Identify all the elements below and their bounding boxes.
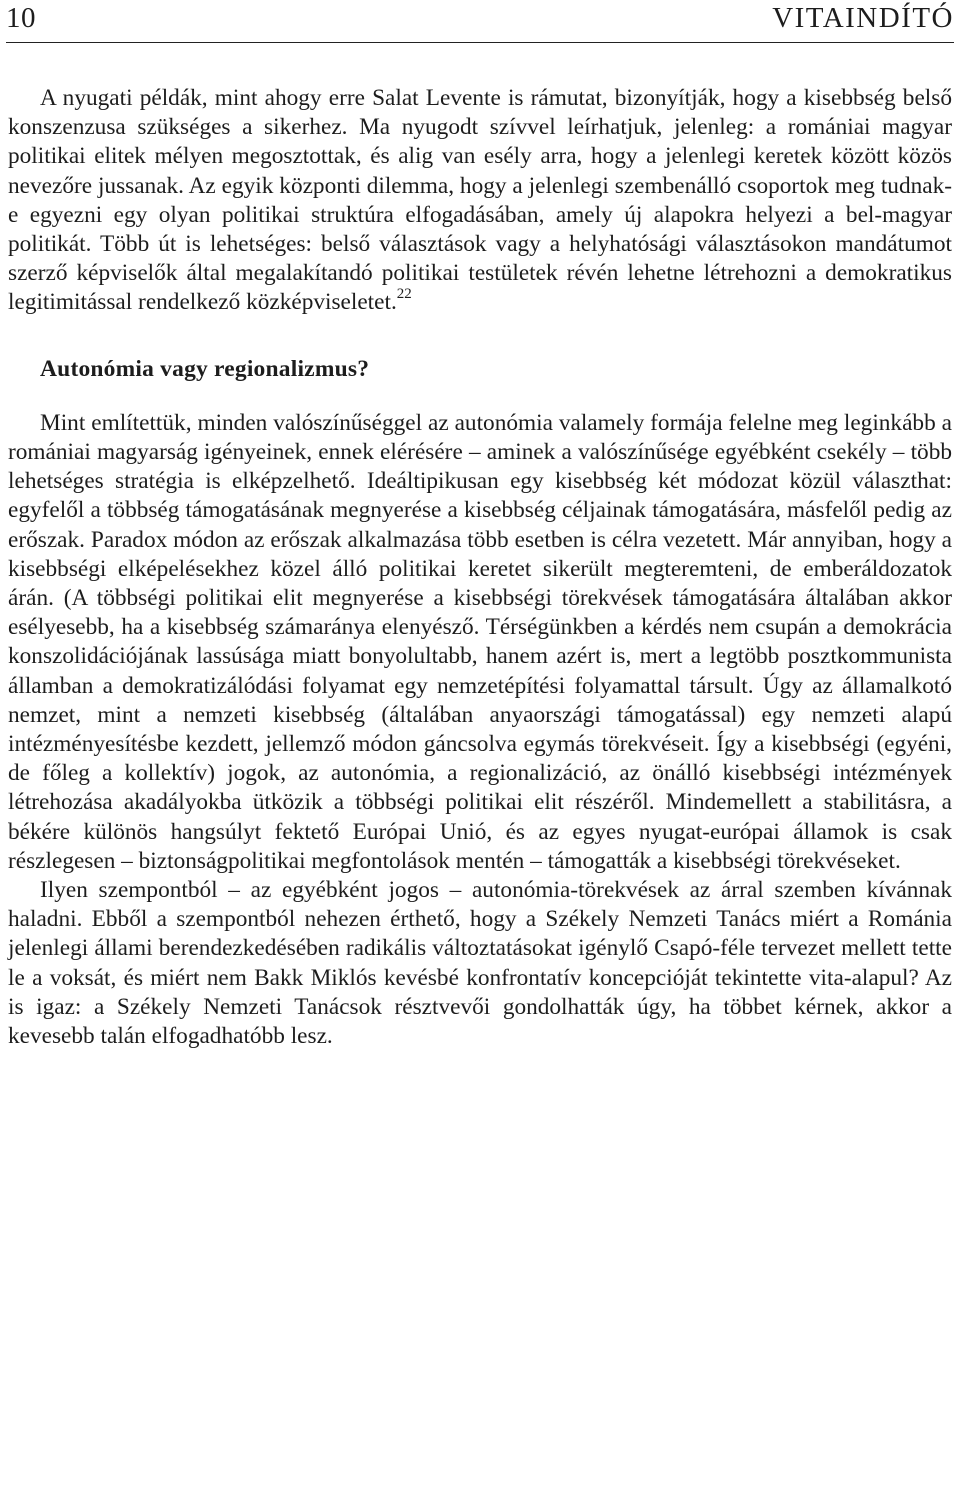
paragraph-1-text: A nyugati példák, mint ahogy erre Salat Levente is rámutat, bizonyítják, hogy a kisebbség belső konszenzusa szükséges a sikerhez. Ma nyugodt szívvel leírhatjuk, jelenleg: a romániai magyar politikai elitek mélyen megosztottak, és alig van esély arra, hogy a jelenlegi keretek között közös nevezőre jussanak. Az egyik központi dilemma, hogy a jelenlegi szembenálló csoportok meg tudnak-e egyezni egy olyan politikai struktúra elfogadásában, amely új alapokra helyezi a bel-magyar politikát. Több út is lehetséges: belső választások vagy a helyhatósági választásokon mandátumot szerző képviselők által megalakítandó politikai testületek révén lehetne létrehozni a demokratikus legitimitással rendelkező közképviseletet. [8,85,952,316]
page-number: 10 [6,2,36,34]
paragraph-2: Mint említettük, minden valószínűséggel az autonómia valamely formája felelne meg leginkább a romániai magyarság igényeinek, ennek elérésére – aminek a valószínűsége egyébként csekély – több lehetséges stratégia is elképzelhető. Ideáltipikusan egy kisebbség két módozat közül választhat: egyfelől a többség támogatásának megnyerése a kisebbség céljainak támogatására, másfelől pedig az erőszak. Paradox módon az erőszak alkalmazása több esetben is célra vezetett. Már annyiban, hogy a kisebbségi elképelésekhez közel álló politikai keretet sikerült megteremteni, de emberáldozatok árán. (A többségi politikai elit megnyerése a kisebbségi törekvések támogatására általában akkor esélyesebb, ha a kisebbség számaránya elenyésző. Térségünkben a kérdés nem csupán a demokrácia konszolidációjának lassúsága miatt bonyolultabb, hanem azért is, mert a legtöbb posztkommunista államban a demokratizálódási folyamat egy nemzetépítési folyamattal társult. Úgy az államalkotó nemzet, mint a nemzeti kisebbség (általában anyaországi támogatással) egy nemzeti alapú intézményesítésbe kezdett, jellemző módon gáncsolva egymás törekvéseit. Így a kisebbségi (egyéni, de főleg a kollektív) jogok, az autonómia, a regionalizáció, az önálló kisebbségi intézmények létrehozása akadályokba ütközik a többségi politikai elit részéről. Mindemellett a stabilitásra, a békére különös hangsúlyt fektető Európai Unió, és az egyes nyugat-európai államok is csak részlegesen – biztonságpolitikai megfontolások mentén – támogatták a kisebbségi törekvéseket. [8,409,952,874]
section-heading: Autonómia vagy regionalizmus? [40,355,370,382]
paragraph-1 [8,84,952,318]
page-body [8,84,952,1051]
footnote-reference: 22 [396,285,412,302]
running-head-title: VITAINDÍTÓ [772,2,954,34]
running-header [6,0,954,43]
paragraph-3: Ilyen szempontból – az egyébként jogos – autonómia-törekvések az árral szemben kívánnak haladni. Ebből a szempontból nehezen érthető, hogy a Székely Nemzeti Tanács miért a Románia jelenlegi állami berendezkedésében radikális változtatásokat igénylő Csapó-féle tervezet mellett tette le a voksát, és miért nem Bakk Miklós kevésbé konfrontatív koncepcióját tekintette vita-alapul? Az is igaz: a Székely Nemzeti Tanácsok résztvevői gondolhatták úgy, ha többet kérnek, akkor a kevesebb talán elfogadhatóbb lesz. [8,877,952,1050]
